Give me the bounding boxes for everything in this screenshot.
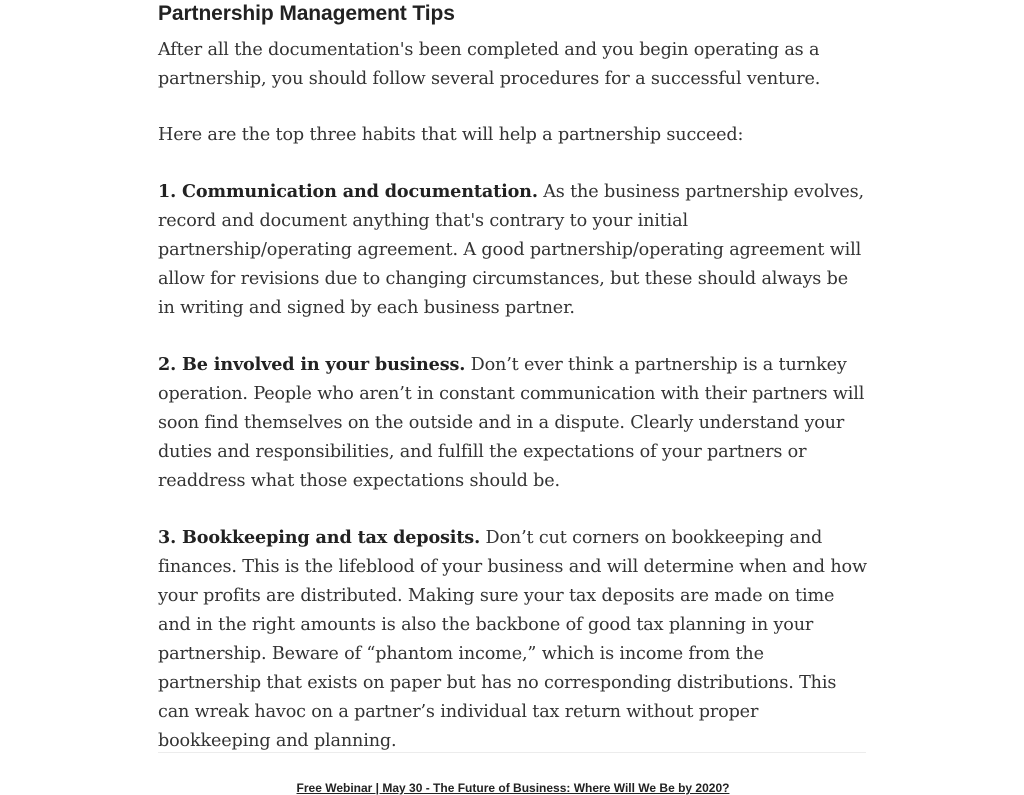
tip-body-2: Don’t ever think a partnership is a turnkey operation. People who aren’t in constant communication with their partners will soon find themselves on the outside and in a dispute. Clearly understand your duties and responsibilities, and fulfill the expectations of your partners or readdress what those expectations should be. (158, 355, 865, 491)
webinar-banner-link[interactable]: Free Webinar | May 30 - The Future of Business: Where Will We Be by 2020? (296, 781, 730, 795)
tip-body-3: Don’t cut corners on bookkeeping and finances. This is the lifeblood of your business and will determine when and how your profits are distributed. Making sure your tax deposits are made on time and in the right amounts is also the backbone of good tax planning in your partnership. Beware of “phantom income,” which is income from the partnership that exists on paper but has no corresponding distributions. This can wreak havoc on a partner’s individual tax return without proper bookkeeping and planning. (158, 528, 867, 751)
lead-paragraph: Here are the top three habits that will help a partnership succeed: (158, 125, 744, 145)
intro-paragraph: After all the documentation's been completed and you begin operating as a partnership, you should follow several procedures for a successful venture. (158, 40, 821, 89)
tip-paragraph-3 (158, 523, 868, 756)
section-heading: Partnership Management Tips (158, 2, 455, 25)
tip-title-2: 2. Be involved in your business. (158, 354, 466, 375)
tip-paragraph-2 (158, 350, 868, 496)
tip-body-1: As the business partnership evolves, record and document anything that's contrary to your initial partnership/operating agreement. A good partnership/operating agreement will allow for revisions due to changing circumstances, but these should always be in writing and signed by each business partner. (158, 182, 865, 318)
tip-title-1: 1. Communication and documentation. (158, 181, 538, 202)
tip-title-3: 3. Bookkeeping and tax deposits. (158, 527, 481, 548)
section-divider (158, 752, 866, 753)
tip-paragraph-1 (158, 177, 868, 323)
article-body (158, 0, 868, 756)
